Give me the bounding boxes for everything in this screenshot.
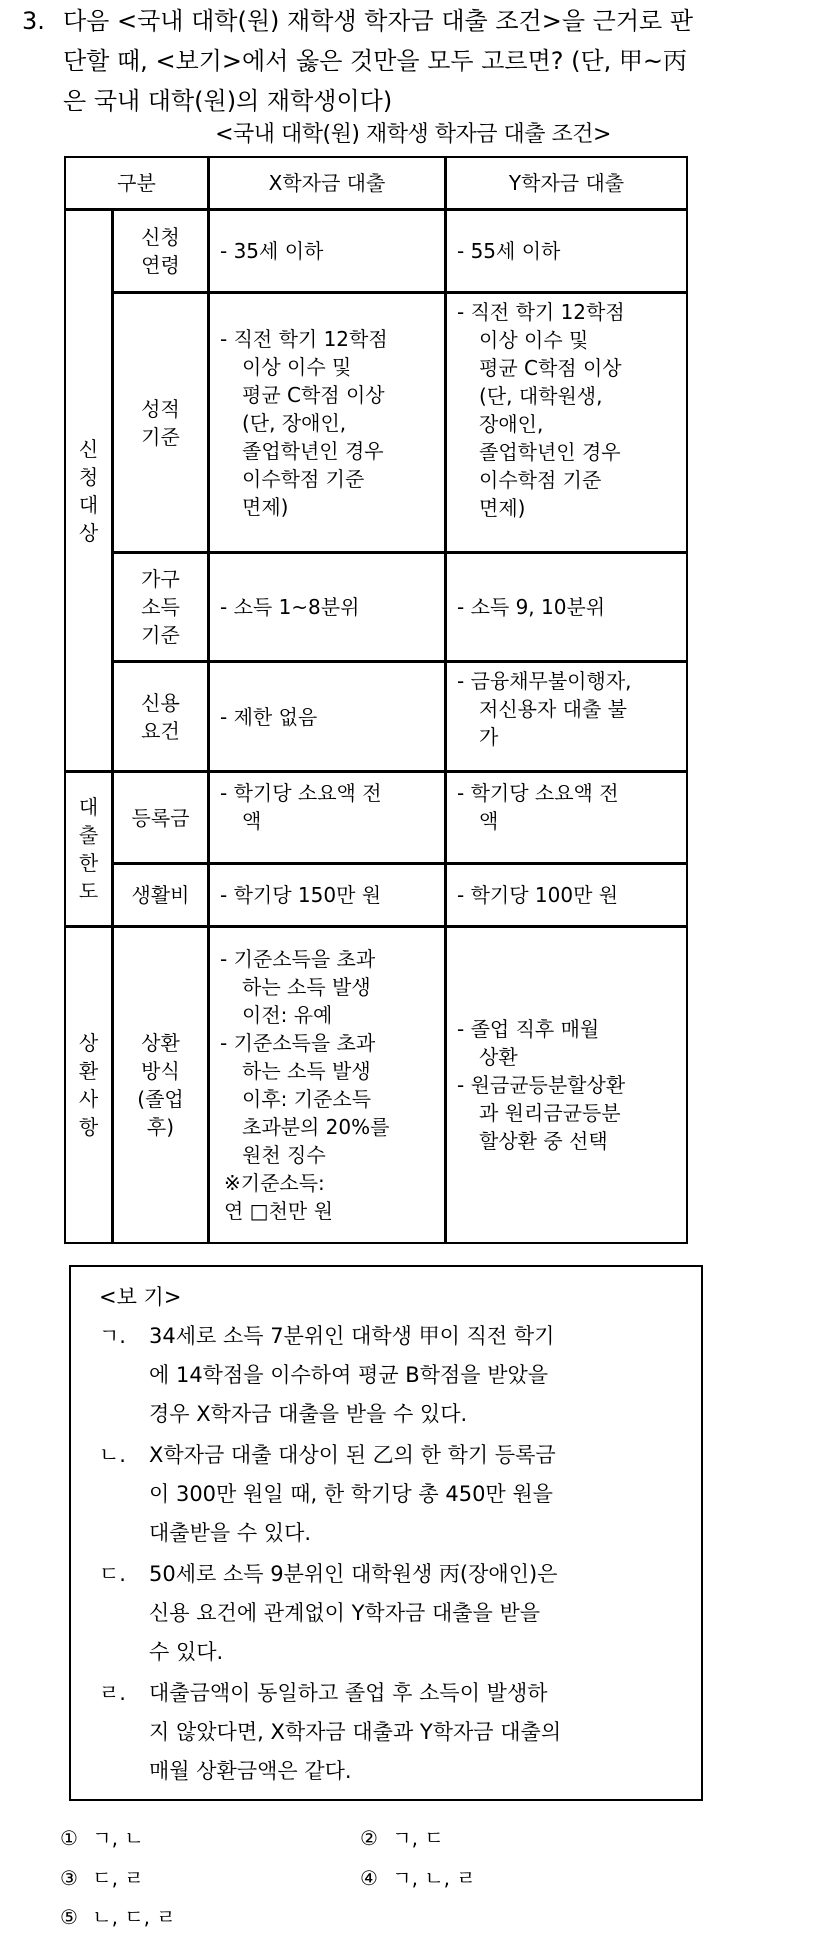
loan-conditions-table	[65, 157, 688, 1244]
group-char: 도	[78, 879, 99, 903]
row-label-repayment	[112, 926, 209, 1244]
header-y-loan-label: Y학자금 대출	[508, 171, 625, 195]
bogi-mark: ㄴ.	[99, 1443, 126, 1467]
bogi-text: 34세로 소득 7분위인 대학생 甲이 직전 학기 에 14학점을 이수하여 평균 B학점을 받았을 경우 X학자금 대출을 받을 수 있다.	[149, 1324, 555, 1426]
choice-text: ㄱ, ㄴ	[92, 1826, 144, 1850]
bogi-item-b	[99, 1436, 689, 1553]
choice-number: ④	[360, 1866, 378, 1890]
cell-text: - 학기당 150만 원	[220, 883, 382, 907]
group-char: 대	[78, 492, 99, 517]
cell-text: - 소득 9, 10분위	[457, 595, 606, 619]
choice-3[interactable]	[60, 1863, 144, 1893]
cell-text: - 소득 1~8분위	[220, 595, 360, 619]
row-label-text: 성적 기준	[141, 396, 180, 449]
group-char: 상	[78, 520, 99, 545]
group-limit	[64, 771, 113, 927]
group-char: 항	[78, 1115, 99, 1139]
base-income-note: ※기준소득: 연 □천만 원	[224, 1171, 333, 1223]
cell-x-age	[208, 209, 446, 293]
group-eligibility	[64, 209, 113, 772]
cell-y-tuition	[445, 771, 688, 864]
group-char: 한	[78, 851, 99, 875]
header-category-label: 구분	[117, 171, 156, 195]
cell-text: - 직전 학기 12학점 이상 이수 및 평균 C학점 이상 (단, 대학원생, 장애인, 졸업학년인 경우 이수학점 기준 면제)	[457, 300, 625, 520]
row-label-text: 신용 요건	[141, 690, 180, 743]
cell-text: - 학기당 소요액 전 액	[220, 781, 382, 833]
choice-2[interactable]	[360, 1823, 444, 1853]
header-x-loan	[208, 156, 446, 210]
group-char: 청	[78, 464, 99, 489]
cell-text: - 기준소득을 초과 하는 소득 발생 이전: 유예	[220, 947, 376, 1027]
row-label-age	[112, 209, 209, 293]
bogi-box	[69, 1265, 703, 1801]
cell-text: - 졸업 직후 매월 상환	[457, 1017, 600, 1069]
group-char: 대	[78, 795, 99, 819]
cell-text: - 제한 없음	[220, 704, 318, 729]
cell-text: - 55세 이하	[457, 239, 561, 263]
question-line-3: 은 국내 대학(원)의 재학생이다)	[63, 87, 393, 115]
row-label-text: 신청 연령	[141, 225, 180, 277]
bogi-item-a	[99, 1317, 689, 1434]
cell-text: - 학기당 100만 원	[457, 883, 619, 907]
cell-x-living	[208, 863, 446, 927]
cell-y-repayment	[445, 926, 688, 1244]
row-label-grade	[112, 292, 209, 553]
choice-text: ㄴ, ㄷ, ㄹ	[92, 1905, 176, 1929]
cell-text: - 직전 학기 12학점 이상 이수 및 평균 C학점 이상 (단, 장애인, 졸업학년인 경우 이수학점 기준 면제)	[220, 326, 388, 519]
cell-x-grade	[208, 292, 446, 553]
row-label-text: 생활비	[131, 883, 190, 907]
group-char: 사	[78, 1087, 99, 1111]
choice-number: ①	[60, 1826, 78, 1850]
choice-5[interactable]	[60, 1902, 176, 1932]
cell-text: - 기준소득을 초과 하는 소득 발생 이후: 기준소득 초과분의 20%를 원천 징수	[220, 1031, 390, 1167]
row-label-tuition	[112, 771, 209, 864]
row-label-living	[112, 863, 209, 927]
question-line-2: 단할 때, <보기>에서 옳은 것만을 모두 고르면? (단, 甲~丙	[63, 47, 688, 75]
choice-number: ③	[60, 1866, 78, 1890]
bogi-text: 50세로 소득 9분위인 대학원생 丙(장애인)은 신용 요건에 관계없이 Y학자금 대출을 받을 수 있다.	[149, 1562, 558, 1664]
cell-text: - 원금균등분할상환 과 원리금균등분 할상환 중 선택	[457, 1073, 626, 1153]
cell-x-credit	[208, 661, 446, 772]
row-label-text: 상환 방식 (졸업 후)	[137, 1031, 184, 1139]
choice-text: ㄱ, ㄴ, ㄹ	[392, 1866, 476, 1890]
cell-text: - 35세 이하	[220, 239, 324, 263]
choice-text: ㄱ, ㄷ	[392, 1826, 444, 1850]
choice-4[interactable]	[360, 1863, 476, 1893]
choice-number: ⑤	[60, 1905, 78, 1929]
bogi-text: 대출금액이 동일하고 졸업 후 소득이 발생하 지 않았다면, X학자금 대출과 Y학자금 대출의 매월 상환금액은 같다.	[149, 1681, 562, 1783]
choice-number: ②	[360, 1826, 378, 1850]
cell-text: - 학기당 소요액 전 액	[457, 781, 619, 833]
cell-y-credit	[445, 661, 688, 772]
table-title: <국내 대학(원) 재학생 학자금 대출 조건>	[215, 122, 611, 147]
cell-y-living	[445, 863, 688, 927]
row-label-income	[112, 552, 209, 662]
group-char: 신	[78, 436, 99, 461]
cell-y-grade	[445, 292, 688, 553]
cell-y-age	[445, 209, 688, 293]
cell-x-tuition	[208, 771, 446, 864]
question-line-1: 다음 <국내 대학(원) 재학생 학자금 대출 조건>을 근거로 판	[63, 7, 694, 35]
row-label-text: 등록금	[131, 805, 190, 830]
cell-y-income	[445, 552, 688, 662]
question-number: 3.	[22, 7, 45, 35]
cell-text: - 금융채무불이행자, 저신용자 대출 불 가	[457, 669, 632, 749]
header-x-loan-label: X학자금 대출	[268, 171, 386, 195]
bogi-item-c	[99, 1555, 689, 1672]
cell-x-repayment	[208, 926, 446, 1244]
choice-text: ㄷ, ㄹ	[92, 1866, 144, 1890]
bogi-mark: ㄹ.	[99, 1681, 126, 1705]
bogi-mark: ㄱ.	[99, 1324, 126, 1348]
group-repayment	[64, 926, 113, 1244]
choice-1[interactable]	[60, 1823, 144, 1853]
header-category	[64, 156, 209, 210]
group-char: 환	[78, 1059, 99, 1083]
group-char: 상	[78, 1031, 99, 1055]
bogi-title: <보 기>	[99, 1285, 182, 1309]
header-y-loan	[445, 156, 688, 210]
cell-x-income	[208, 552, 446, 662]
row-label-credit	[112, 661, 209, 772]
bogi-item-d	[99, 1674, 689, 1791]
bogi-text: X학자금 대출 대상이 된 乙의 한 학기 등록금 이 300만 원일 때, 한 학기당 총 450만 원을 대출받을 수 있다.	[149, 1443, 556, 1545]
row-label-text: 가구 소득 기준	[141, 567, 180, 647]
bogi-mark: ㄷ.	[99, 1562, 126, 1586]
group-char: 출	[78, 823, 99, 847]
